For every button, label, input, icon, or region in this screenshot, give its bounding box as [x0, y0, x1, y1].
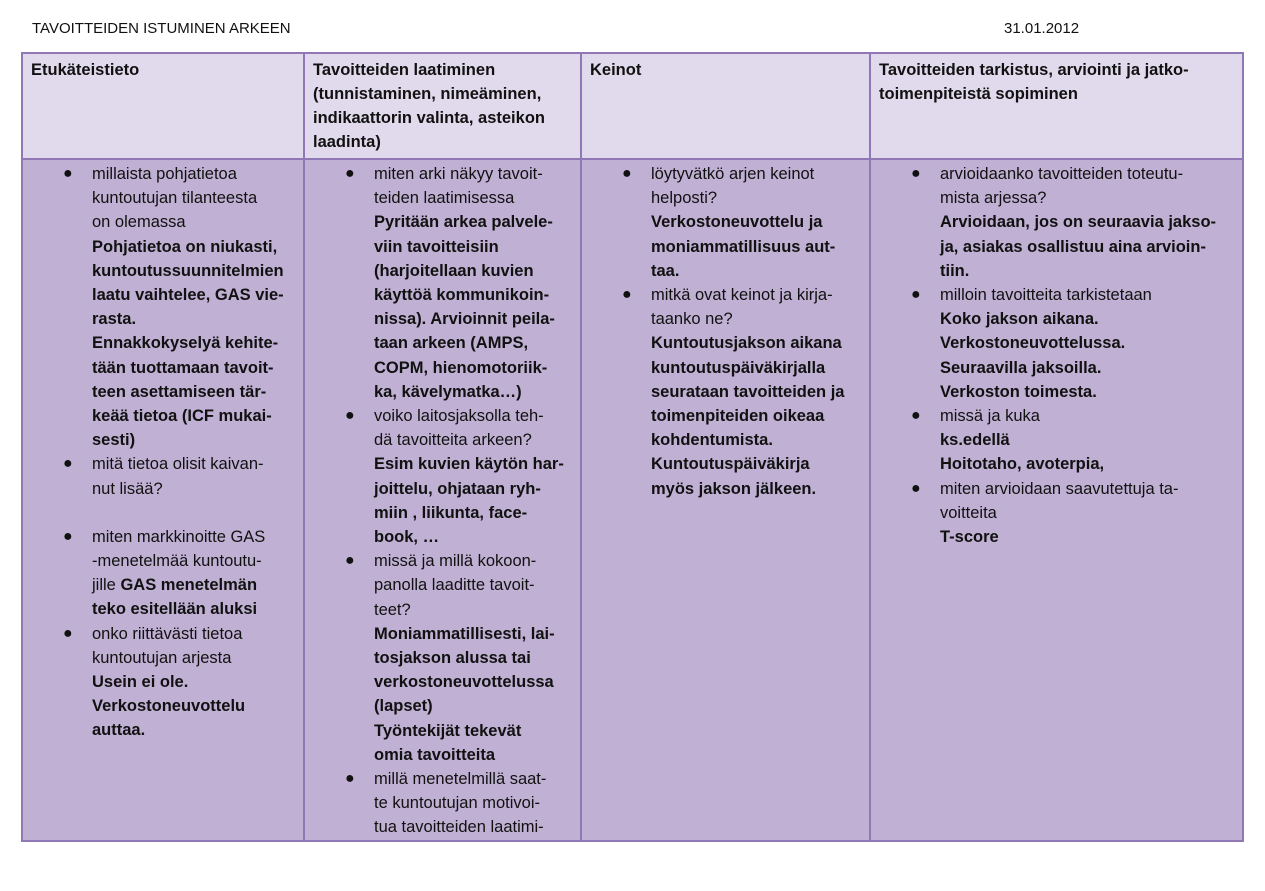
answer-line: Usein ei ole.	[92, 673, 189, 692]
question-line: arvioidaanko tavoitteiden toteutu-	[940, 165, 1184, 183]
question-fragment: jille	[92, 576, 121, 595]
answer-line: Koko jakson aikana.	[940, 310, 1099, 329]
answer-line: Verkostoneuvottelu ja	[651, 213, 823, 232]
question-line: onko riittävästi tietoa	[92, 624, 243, 643]
answer-line: Hoitotaho, avoterpia,	[940, 455, 1105, 474]
list-item	[31, 452, 295, 524]
list-item	[879, 477, 1234, 550]
answer-line: Työntekijät tekevät	[374, 721, 522, 740]
bullet-icon: ●	[345, 165, 355, 182]
answer-line: Esim kuvien käytön har-	[374, 455, 564, 474]
bullet-icon: ●	[911, 479, 921, 497]
answer-line: ka, kävelymatka…)	[374, 382, 522, 401]
answer-line: (harjoitellaan kuvien	[374, 261, 534, 280]
bullet-icon: ●	[622, 286, 632, 304]
question-line: miten arvioidaan saavutettuja ta-	[940, 479, 1179, 498]
question-line: panolla laaditte tavoit-	[374, 576, 535, 595]
answer-line: Verkoston toimesta.	[940, 382, 1097, 401]
bullet-list	[313, 162, 572, 840]
document-date: 31.01.2012	[1004, 20, 1080, 37]
bullet-list	[879, 162, 1234, 549]
list-item	[313, 162, 572, 404]
question-line: mitä tietoa olisit kaivan-	[92, 455, 264, 474]
bullet-icon: ●	[63, 165, 73, 182]
column-body-goal-setting	[304, 159, 581, 841]
column-body-review	[870, 159, 1243, 841]
answer-line: COPM, hienomotoriik-	[374, 358, 548, 377]
document-title: TAVOITTEIDEN ISTUMINEN ARKEEN	[32, 20, 291, 37]
answer-line: Verkostoneuvottelu	[92, 697, 246, 716]
bullet-icon: ●	[345, 407, 355, 425]
answer-line: kuntoutuspäiväkirjalla	[651, 358, 826, 377]
answer-line: tiin.	[940, 261, 970, 280]
answer-line: seurataan tavoitteiden ja	[651, 382, 845, 401]
answer-line: käyttöä kommunikoin-	[374, 286, 550, 305]
question-line: helposti?	[651, 189, 718, 208]
answer-fragment: GAS menetelmän	[120, 576, 258, 595]
list-item	[31, 622, 295, 743]
answer-line: laatu vaihtelee, GAS vie-	[92, 286, 284, 305]
question-line: dä tavoitteita arkeen?	[374, 431, 532, 450]
question-line: teet?	[374, 600, 411, 619]
bullet-icon: ●	[63, 624, 73, 642]
answer-line: Kuntoutuspäiväkirja	[651, 455, 810, 474]
question-line: millaista pohjatietoa	[92, 165, 237, 183]
answer-line: Kuntoutusjakson aikana	[651, 334, 842, 353]
bullet-list	[31, 162, 295, 743]
column-header-review: Tavoitteiden tarkistus, arviointi ja jatko-toimenpiteistä sopiminen	[870, 53, 1243, 159]
question-line: nut lisää?	[92, 479, 163, 498]
answer-line: teen asettamiseen tär-	[92, 382, 267, 401]
answer-line: viin tavoitteisiin	[374, 237, 499, 256]
answer-line: nissa). Arvioinnit peila-	[374, 310, 555, 329]
answer-line: kuntoutussuunnitelmien	[92, 261, 284, 280]
answer-line: Pyritään arkea palvele-	[374, 213, 553, 232]
bullet-icon: ●	[911, 407, 921, 425]
list-item	[31, 162, 295, 452]
answer-line: Seuraavilla jaksoilla.	[940, 358, 1102, 377]
question-line: missä ja kuka	[940, 407, 1040, 426]
question-line: kuntoutujan tilanteesta	[92, 189, 258, 208]
body-row	[22, 159, 1243, 841]
bullet-icon: ●	[345, 552, 355, 570]
list-item	[313, 767, 572, 840]
question-line: kuntoutujan arjesta	[92, 648, 232, 667]
mixed-line	[92, 573, 295, 597]
question-line: miten markkinoitte GAS	[92, 527, 266, 546]
question-line: voiko laitosjaksolla teh-	[374, 407, 544, 426]
answer-line: sesti)	[92, 431, 136, 450]
answer-line: omia tavoitteita	[374, 745, 496, 764]
answer-line: keää tietoa (ICF mukai-	[92, 407, 272, 426]
answer-line: ja, asiakas osallistuu aina arvioin-	[940, 237, 1206, 256]
bullet-list	[590, 162, 861, 501]
answer-line: miin , liikunta, face-	[374, 503, 528, 522]
answer-line: tosjakson alussa tai	[374, 649, 531, 668]
answer-line: ks.edellä	[940, 431, 1010, 450]
answer-line: T-score	[940, 528, 999, 547]
question-line: millä menetelmillä saat-	[374, 770, 547, 789]
answer-line: Ennakkokyselyä kehite-	[92, 334, 279, 353]
list-item	[313, 404, 572, 549]
question-line: miten arki näkyy tavoit-	[374, 165, 543, 183]
answer-line: auttaa.	[92, 721, 146, 740]
question-line: -menetelmää kuntoutu-	[92, 552, 262, 571]
answer-line: teko esitellään aluksi	[92, 600, 258, 619]
bullet-icon: ●	[911, 165, 921, 182]
answer-line: taan arkeen (AMPS,	[374, 334, 529, 353]
answer-line: taa.	[651, 261, 680, 280]
column-header-means: Keinot	[581, 53, 870, 159]
bullet-icon: ●	[911, 286, 921, 304]
column-body-means	[581, 159, 870, 841]
question-line: milloin tavoitteita tarkistetaan	[940, 286, 1152, 305]
answer-line: joittelu, ohjataan ryh-	[374, 479, 541, 498]
answer-line: moniammatillisuus aut-	[651, 237, 836, 256]
question-line: te kuntoutujan motivoi-	[374, 794, 541, 813]
answer-line: rasta.	[92, 310, 137, 329]
question-line: teiden laatimisessa	[374, 189, 515, 208]
list-item	[879, 162, 1234, 283]
list-item	[31, 525, 295, 622]
list-item	[313, 549, 572, 767]
list-item	[590, 162, 861, 283]
question-line: taanko ne?	[651, 310, 733, 329]
answer-line: Verkostoneuvottelussa.	[940, 334, 1126, 353]
goals-table	[21, 52, 1244, 842]
answer-line: Arvioidaan, jos on seuraavia jakso-	[940, 213, 1217, 232]
answer-line: (lapset)	[374, 697, 433, 716]
question-line: mista arjessa?	[940, 189, 1047, 208]
answer-line: toimenpiteiden oikeaa	[651, 407, 825, 426]
header-row	[22, 53, 1243, 159]
bullet-icon: ●	[622, 165, 632, 182]
column-header-goal-setting: Tavoitteiden laatiminen (tunnistaminen, nimeäminen, indikaattorin valinta, asteikon laadinta)	[304, 53, 581, 159]
column-body-advance-info	[22, 159, 304, 841]
answer-line: kohdentumista.	[651, 431, 773, 450]
question-line: mitkä ovat keinot ja kirja-	[651, 286, 833, 305]
column-header-advance-info: Etukäteistieto	[22, 53, 304, 159]
bullet-icon: ●	[345, 770, 355, 788]
question-line: tua tavoitteiden laatimi-	[374, 818, 544, 837]
list-item	[879, 404, 1234, 477]
spacer	[92, 501, 295, 525]
answer-line: verkostoneuvottelussa	[374, 673, 554, 692]
question-line: voitteita	[940, 503, 997, 522]
list-item	[590, 283, 861, 501]
answer-line: book, …	[374, 528, 440, 547]
question-line: löytyvätkö arjen keinot	[651, 165, 815, 183]
list-item	[879, 283, 1234, 404]
answer-line: Pohjatietoa on niukasti,	[92, 237, 278, 256]
question-line: missä ja millä kokoon-	[374, 552, 537, 571]
bullet-icon: ●	[63, 527, 73, 545]
question-line: on olemassa	[92, 213, 186, 232]
answer-line: myös jakson jälkeen.	[651, 479, 817, 498]
bullet-icon: ●	[63, 455, 73, 473]
answer-line: Moniammatillisesti, lai-	[374, 624, 555, 643]
answer-line: tään tuottamaan tavoit-	[92, 358, 274, 377]
document-header	[32, 20, 1232, 42]
